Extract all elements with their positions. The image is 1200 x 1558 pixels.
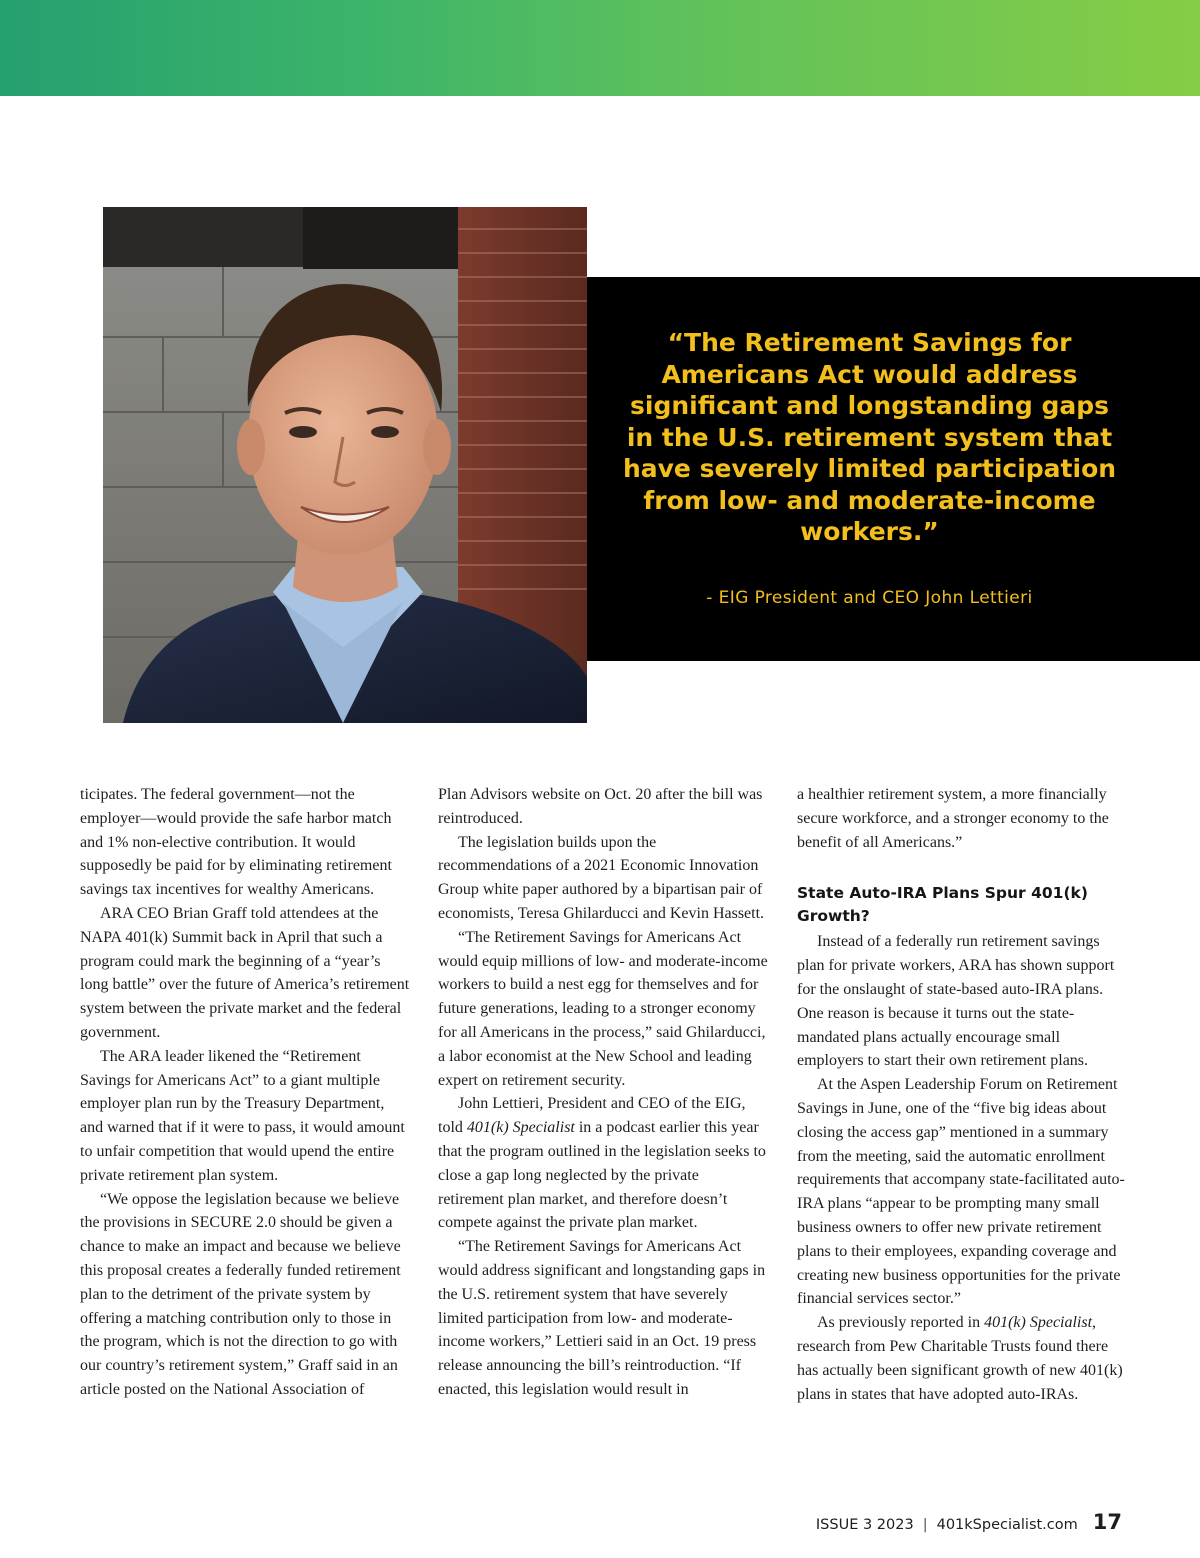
paragraph: “The Retirement Savings for Americans Act would address significant and longstanding gaps in the U.S. retirement system that have severely limited participation from low- and moderate-income workers,” Lettieri said in an Oct. 19 press release announcing the bill’s reintroduction. “If enacted, this legislation would result in bbox=[438, 1238, 766, 1398]
paragraph: a healthier retirement system, a more financially secure workforce, and a stronger economy to the benefit of all Americans.” bbox=[797, 786, 1109, 851]
text-run: in a podcast earlier this year that the program outlined in the legislation seeks to close a gap long neglected by the private retirement plan market, and therefore doesn’t compete against the private plan market. bbox=[438, 1119, 766, 1232]
pull-quote-box bbox=[587, 277, 1200, 661]
paragraph: ARA CEO Brian Graff told attendees at the NAPA 401(k) Summit back in April that such a program could mark the beginning of a “year’s long battle” over the future of America’s retirement system between the private market and the federal government. bbox=[80, 904, 410, 1041]
text-run: As previously reported in bbox=[817, 1314, 985, 1332]
top-color-band bbox=[0, 0, 1200, 96]
pull-quote-attribution: - EIG President and CEO John Lettieri bbox=[706, 588, 1033, 608]
publication-name: 401(k) Specialist bbox=[984, 1314, 1093, 1332]
paragraph: The legislation builds upon the recommendations of a 2021 Economic Innovation Group white paper authored by a bipartisan pair of economists, Teresa Ghilarducci and Kevin Hassett. bbox=[438, 833, 765, 922]
section-heading: State Auto-IRA Plans Spur 401(k) Growth? bbox=[797, 884, 1088, 926]
publication-name: 401(k) Specialist bbox=[466, 1119, 575, 1137]
paragraph: At the Aspen Leadership Forum on Retirement Savings in June, one of the “five big ideas about closing the access gap” mentioned in a summary from the meeting, said the automatic enrollment requirements that accompany state-facilitated auto-IRA plans “appear to be prompting many small business owners to offer new private retirement plans to their employees, expanding coverage and creating new business opportunities for the private financial services sector.” bbox=[797, 1076, 1125, 1308]
paragraph bbox=[438, 1092, 768, 1235]
paragraph: ticipates. The federal government—not the employer—would provide the safe harbor match and 1% non-elective contribution. It would supposedly be paid for by eliminating retirement savings tax incentives for wealthy Americans. bbox=[80, 786, 392, 899]
text-run: John Lettieri, President and CEO of the EIG, told bbox=[438, 1095, 746, 1137]
page-footer bbox=[816, 1510, 1122, 1540]
issue-label: ISSUE 3 2023 bbox=[815, 1517, 914, 1533]
text-run: , research from Pew Charitable Trusts found there has actually been significant growth of new 401(k) plans in states that have adopted auto-IRAs. bbox=[797, 1314, 1123, 1403]
article-column-3 bbox=[797, 783, 1127, 1406]
paragraph: Plan Advisors website on Oct. 20 after the bill was reintroduced. bbox=[438, 786, 763, 827]
portrait-photo bbox=[103, 207, 587, 723]
paragraph: “We oppose the legislation because we believe the provisions in SECURE 2.0 should be given a chance to make an impact and because we believe this proposal creates a federally funded retirement plan to the detriment of the private system by offering a matching contribution only to those in the program, which is not the direction to go with our country’s retirement system,” Graff said in an article posted on the National Association of bbox=[80, 1190, 401, 1398]
paragraph: “The Retirement Savings for Americans Act would equip millions of low- and moderate-income workers to build a nest egg for themselves and for future generations, leading to a stronger economy for all Americans in the process,” said Ghilarducci, a labor economist at the New School and leading expert on retirement security. bbox=[438, 928, 768, 1089]
article-column-1 bbox=[80, 783, 410, 1402]
pull-quote-text: “The Retirement Savings for Americans Act would address significant and longstanding gaps in the U.S. retirement system that have severely limited participation from low- and moderate-income workers.” bbox=[622, 328, 1117, 546]
paragraph bbox=[797, 1311, 1127, 1406]
page-number: 17 bbox=[1092, 1510, 1122, 1534]
footer-separator: | bbox=[922, 1517, 928, 1533]
paragraph: The ARA leader likened the “Retirement Savings for Americans Act” to a giant multiple employer plan run by the Treasury Department, and warned that if it were to pass, it would amount to unfair competition that would upend the entire private retirement plan system. bbox=[80, 1047, 405, 1184]
paragraph: Instead of a federally run retirement savings plan for private workers, ARA has shown support for the onslaught of state-based auto-IRA plans. One reason is because it turns out the state-mandated plans actually encourage small employers to start their own retirement plans. bbox=[797, 933, 1115, 1070]
article-column-2 bbox=[438, 783, 768, 1402]
site-name: 401kSpecialist.com bbox=[936, 1517, 1078, 1533]
